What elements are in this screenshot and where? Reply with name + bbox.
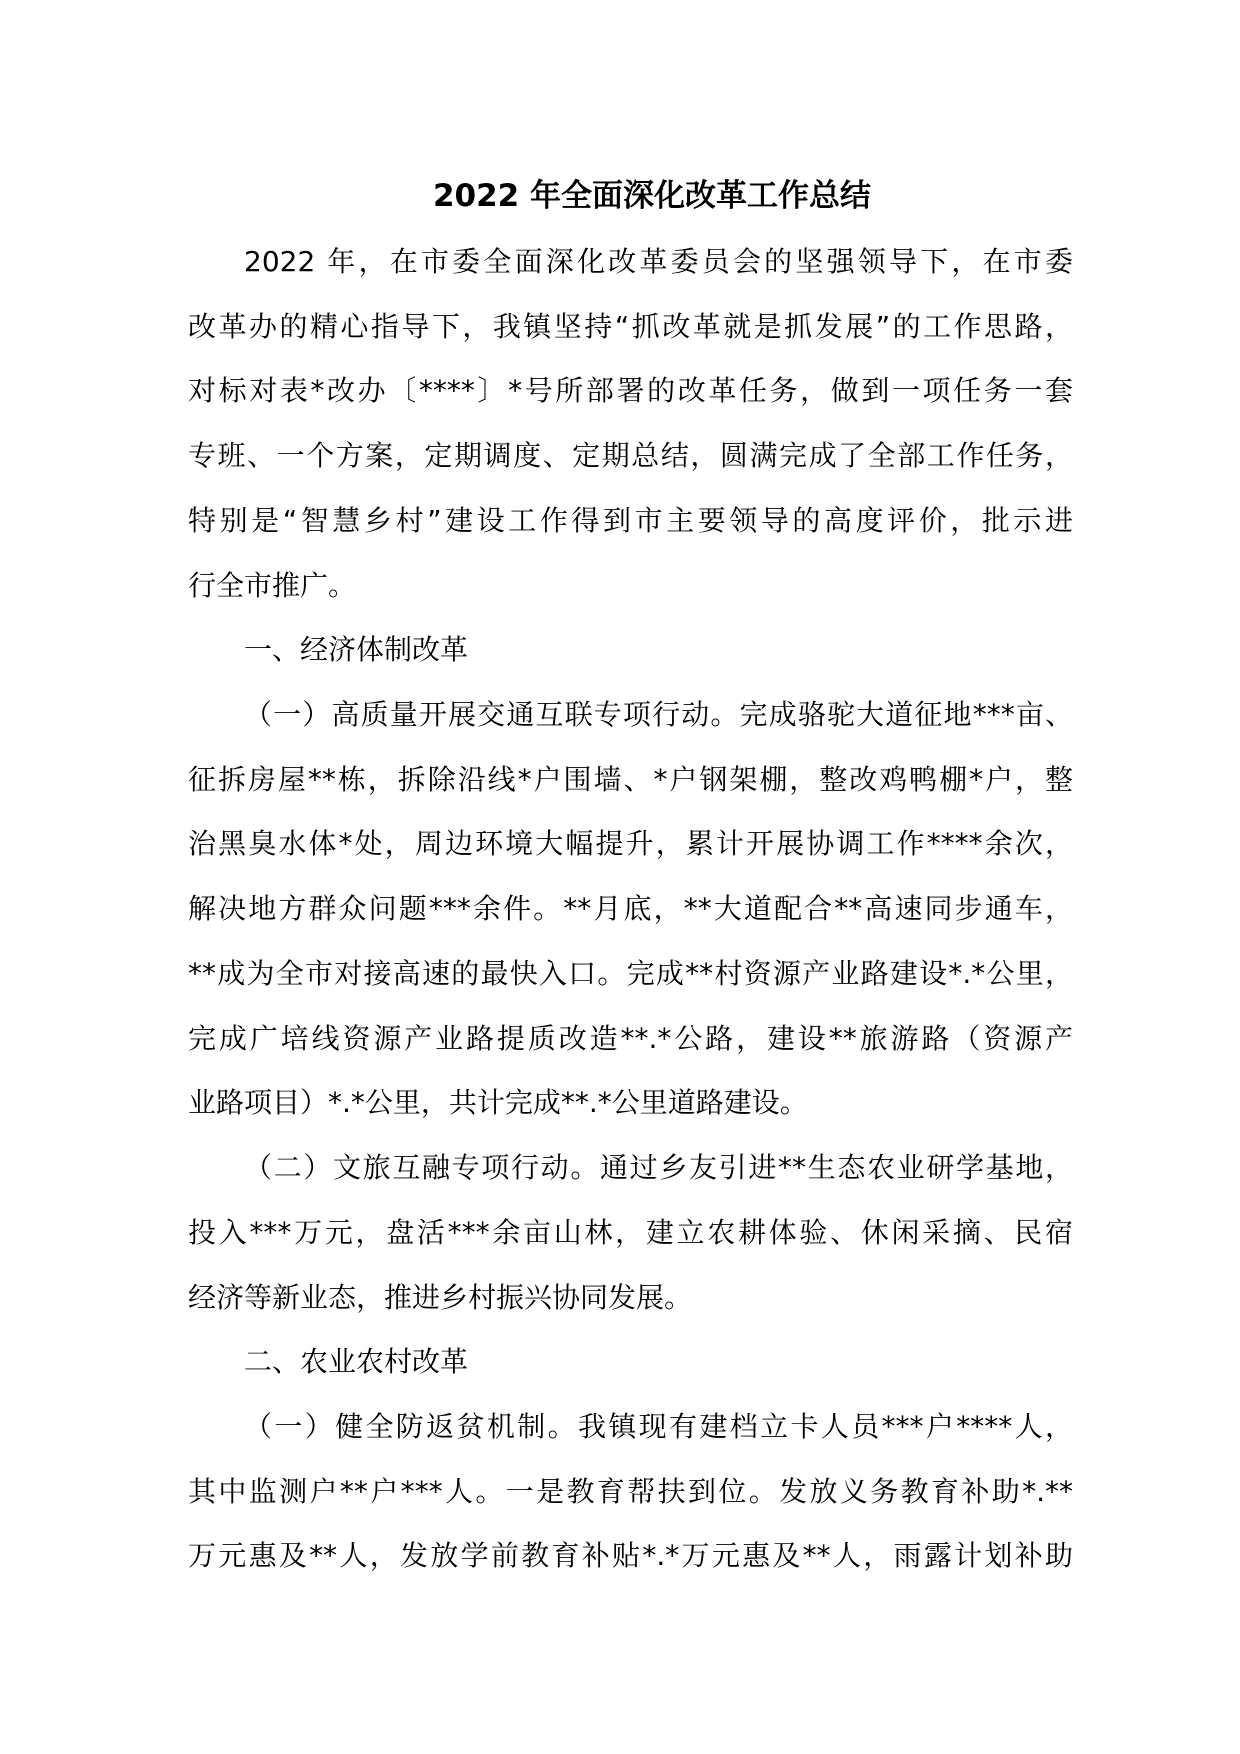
document-body (188, 230, 1073, 1589)
section-heading-economic-reform: 一、经济体制改革 (244, 633, 469, 667)
paragraph-line: 征拆房屋**栋，拆除沿线*户围墙、*户钢架棚，整改鸡鸭棚*户，整 (188, 762, 1073, 796)
section-heading-rural-reform: 二、农业农村改革 (244, 1345, 469, 1379)
paragraph-line: 万元惠及**人，发放学前教育补贴*.*万元惠及**人，雨露计划补助 (188, 1539, 1073, 1573)
paragraph-line: （二）文旅互融专项行动。通过乡友引进**生态农业研学基地， (244, 1151, 1073, 1185)
paragraph-line: 经济等新业态，推进乡村振兴协同发展。 (188, 1280, 693, 1314)
paragraph-line: 特别是“智慧乡村”建设工作得到市主要领导的高度评价，批示进 (188, 503, 1073, 537)
paragraph-line: 对标对表*改办〔****〕*号所部署的改革任务，做到一项任务一套 (188, 374, 1073, 408)
paragraph-line: 完成广培线资源产业路提质改造**.*公路，建设**旅游路（资源产 (188, 1021, 1073, 1055)
paragraph-line: **成为全市对接高速的最快入口。完成**村资源产业路建设*.*公里， (188, 956, 1073, 990)
poverty-paragraph (188, 1395, 1073, 1589)
paragraph-line: 解决地方群众问题***余件。**月底，**大道配合**高速同步通车， (188, 892, 1073, 926)
paragraph-line: 改革办的精心指导下，我镇坚持“抓改革就是抓发展”的工作思路， (188, 309, 1073, 343)
transport-paragraph (188, 683, 1073, 1136)
paragraph-line: 其中监测户**户***人。一是教育帮扶到位。发放义务教育补助*.** (188, 1474, 1073, 1508)
paragraph-line: 2022 年，在市委全面深化改革委员会的坚强领导下，在市委 (244, 245, 1073, 278)
paragraph-line: 治黑臭水体*处，周边环境大幅提升，累计开展协调工作****余次， (188, 827, 1073, 861)
intro-paragraph (188, 230, 1073, 618)
paragraph-line: （一）健全防返贫机制。我镇现有建档立卡人员***户****人， (244, 1409, 1073, 1443)
paragraph-line: （一）高质量开展交通互联专项行动。完成骆驼大道征地***亩、 (244, 698, 1073, 732)
paragraph-line: 行全市推广。 (188, 568, 357, 602)
paragraph-line: 业路项目）*.*公里，共计完成**.*公里道路建设。 (188, 1086, 808, 1120)
paragraph-line: 投入***万元，盘活***余亩山林，建立农耕体验、休闲采摘、民宿 (188, 1215, 1073, 1249)
tourism-paragraph (188, 1136, 1073, 1330)
paragraph-line: 专班、一个方案，定期调度、定期总结，圆满完成了全部工作任务， (188, 439, 1073, 473)
document-title: 2022 年全面深化改革工作总结 (432, 178, 872, 214)
